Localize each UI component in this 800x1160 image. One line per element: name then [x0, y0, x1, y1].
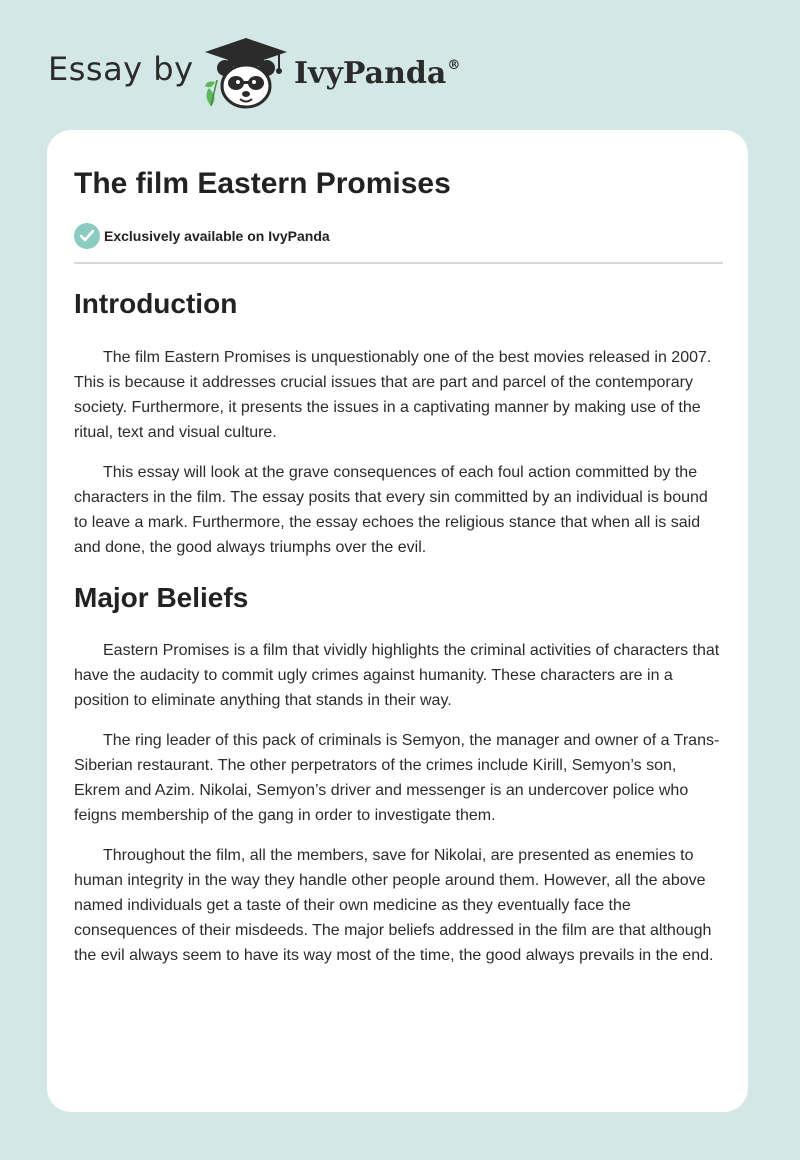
brand-text: IvyPanda: [294, 56, 447, 91]
badge-text: Exclusively available on IvyPanda: [104, 228, 330, 244]
section-major-beliefs: [74, 638, 723, 968]
registered-mark: ®: [447, 58, 461, 73]
essay-by-label: Essay by: [48, 50, 194, 88]
site-header: [48, 36, 508, 110]
paragraph: Eastern Promises is a film that vividly highlights the criminal activities of characters that have the audacity to commit ugly crimes against humanity. These characters are in a position to eliminate anything that stands in their way.: [74, 642, 720, 709]
section-heading-major-beliefs: Major Beliefs: [74, 582, 249, 613]
panda-graduate-icon: [203, 36, 289, 110]
divider: [74, 262, 723, 264]
check-circle-icon: [74, 223, 100, 249]
paragraph: This essay will look at the grave consequences of each foul action committed by the characters in the film. The essay posits that every sin committed by an individual is bound to leave a mark. Furthermore, the essay echoes the religious stance that when all is said and done, the good always triumphs over the evil.: [74, 464, 708, 556]
exclusive-badge: [74, 222, 723, 250]
paragraph: The ring leader of this pack of criminals is Semyon, the manager and owner of a Trans-Siberian restaurant. The other perpetrators of the crimes include Kirill, Semyon’s son, Ekrem and Azim. Nikolai, Semyon’s driver and messenger is an undercover police who feigns membership of the gang in order to investigate them.: [74, 732, 720, 824]
essay-content: [74, 166, 723, 968]
page-title: The film Eastern Promises: [74, 167, 451, 200]
essay-card: [47, 130, 748, 1112]
brand-name: [294, 56, 460, 91]
section-heading-introduction: Introduction: [74, 288, 238, 319]
paragraph: Throughout the film, all the members, save for Nikolai, are presented as enemies to human integrity in the way they handle other people around them. However, all the above named individuals get a taste of their own medicine as they eventually face the consequences of their misdeeds. The major beliefs addressed in the film are that although the evil always seem to have its way most of the time, the good always prevails in the end.: [74, 847, 714, 964]
section-introduction: [74, 345, 723, 560]
paragraph: The film Eastern Promises is unquestionably one of the best movies released in 2007. This is because it addresses crucial issues that are part and parcel of the contemporary society. Furthermore, it presents the issues in a captivating manner by making use of the ritual, text and visual culture.: [74, 349, 712, 441]
